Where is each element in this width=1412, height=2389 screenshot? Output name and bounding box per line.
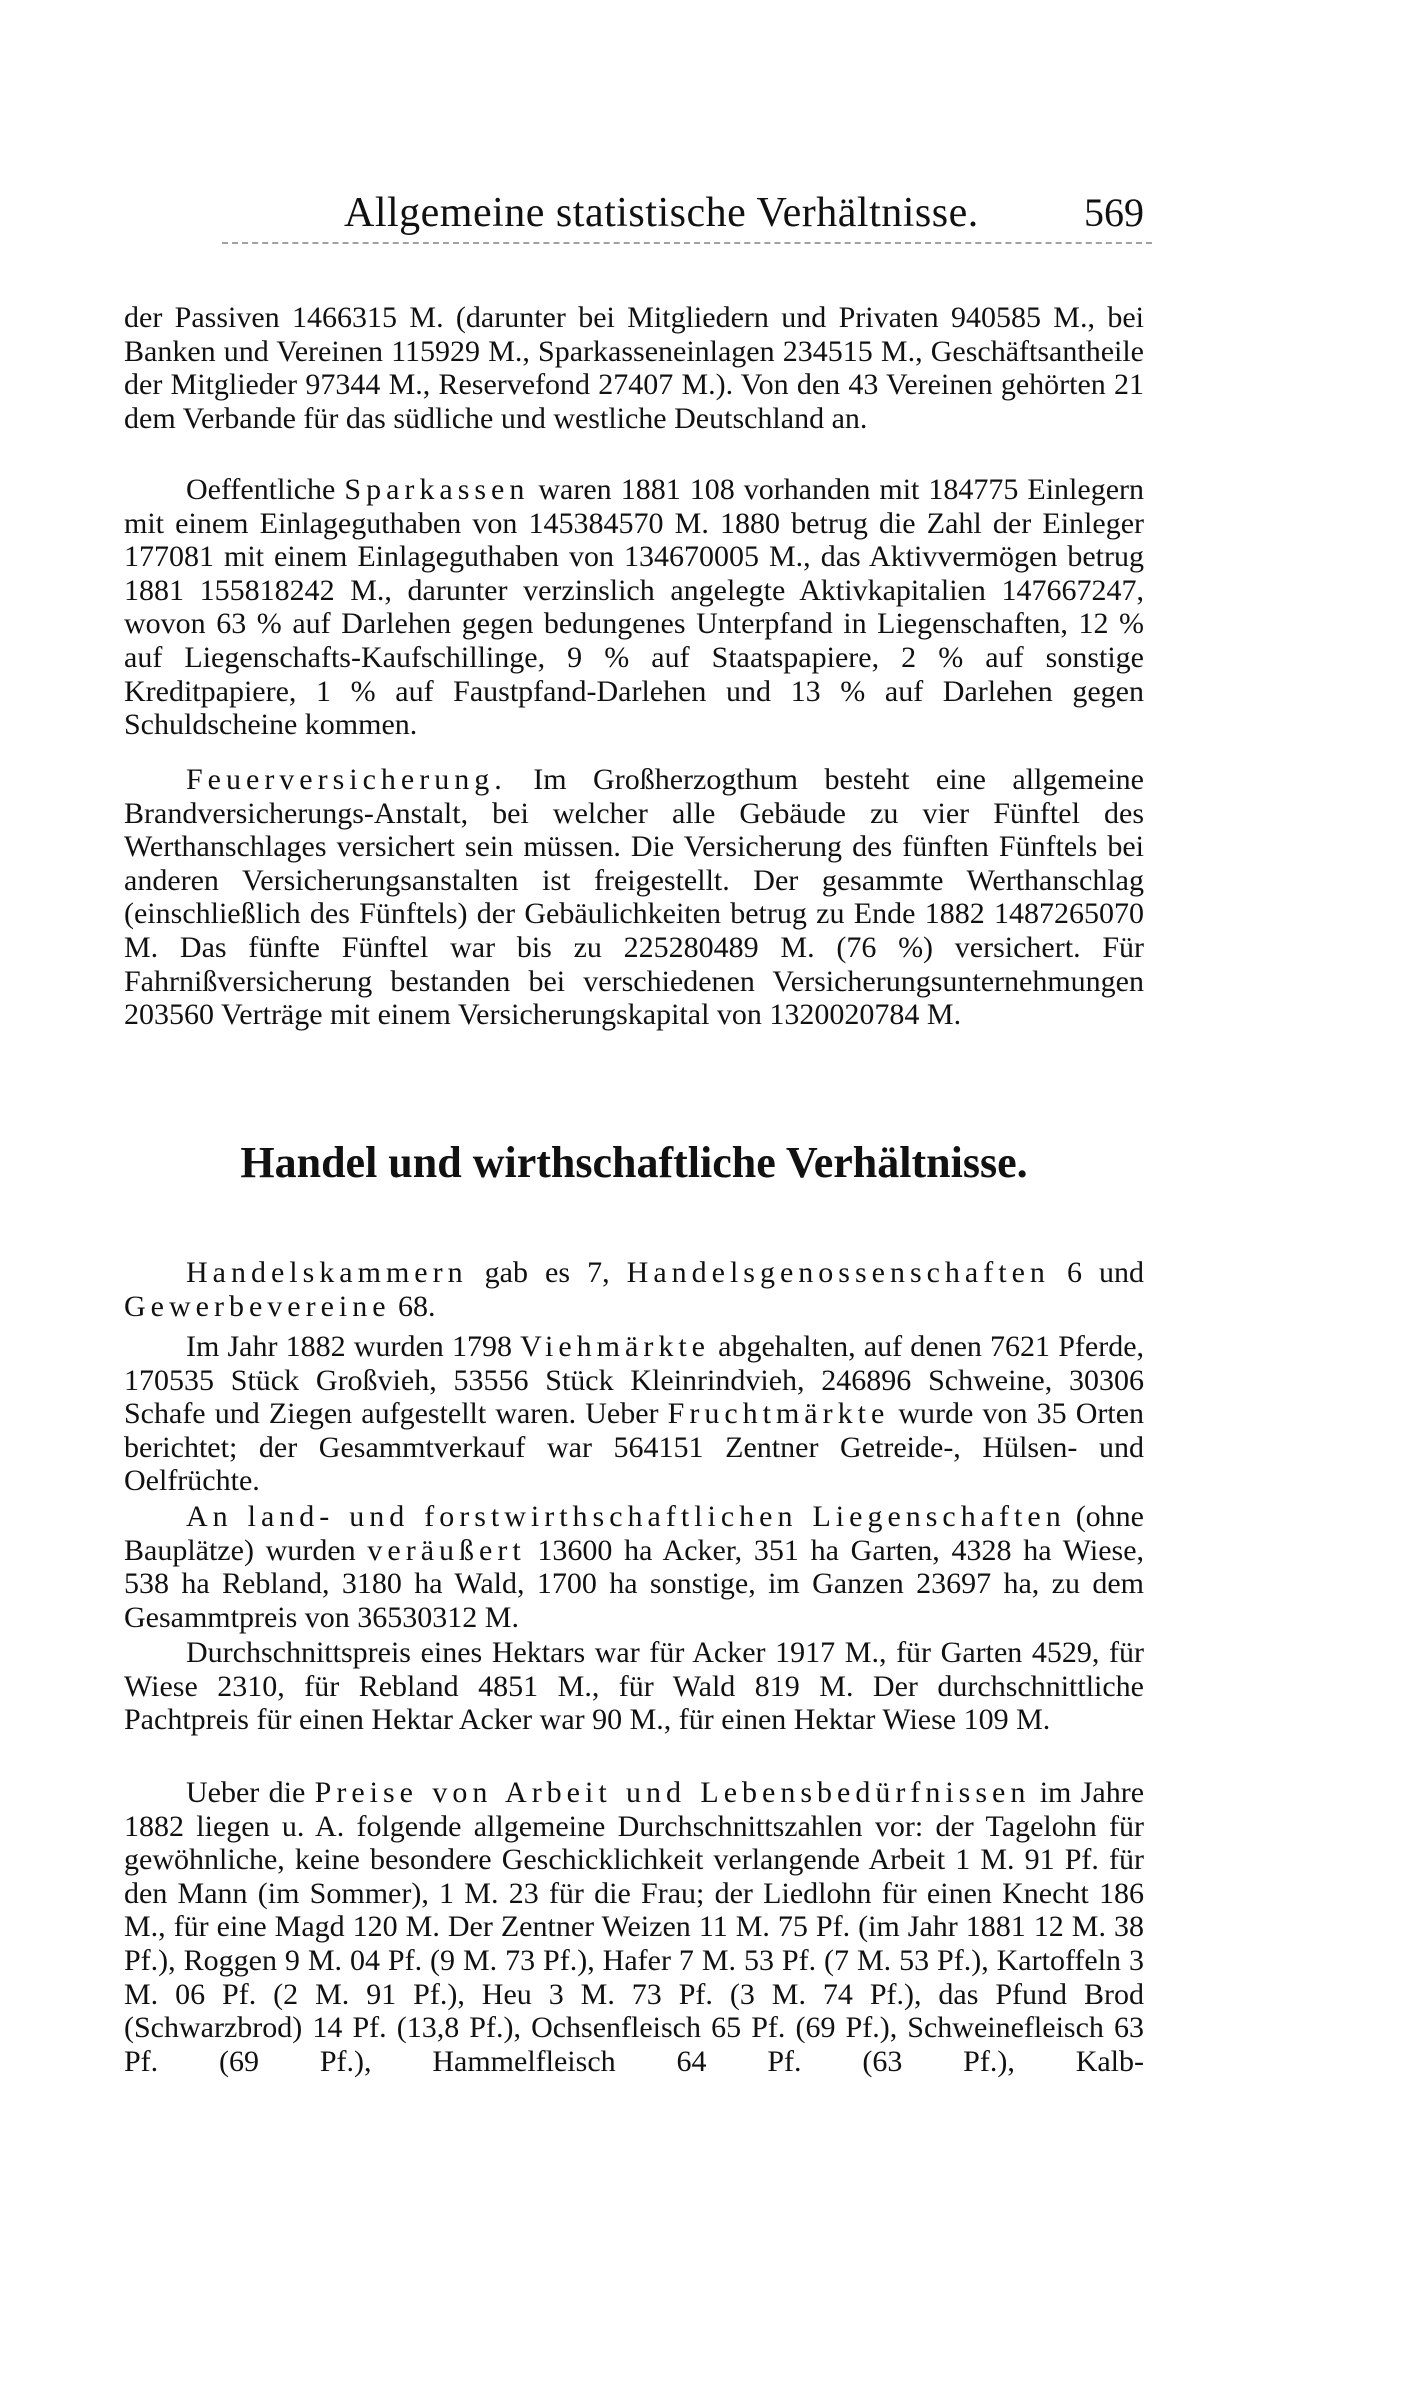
spaced-term: Handelsgenossenschaften — [626, 1256, 1050, 1289]
text: abgehalten, auf denen 7621 Pferde, 170535 Stück Großvieh, 53556 Stück Kleinrindvieh, 246896 Schweine, 30306 Schafe und Ziegen aufgestellt waren. Ueber — [124, 1330, 1145, 1431]
paragraph-handelskammern — [124, 1256, 1144, 1323]
running-title: Allgemeine statistische Verhältnisse. — [344, 190, 979, 236]
paragraph-liegenschaften — [124, 1500, 1144, 1634]
spaced-term: Handelskammern — [186, 1256, 468, 1289]
text: waren 1881 108 vorhanden mit 184775 Einlegern mit einem Einlageguthaben von 145384570 M. 1880 betrug die Zahl der Einleger 177081 mit einem Einlageguthaben von 134670005 M., das Aktivvermögen betrug 1881 155818242 M., darunter verzinslich angelegte Aktivkapitalien 147667247, wovon 63 % auf Darlehen gegen bedungenes Unterpfand in Liegenschaften, 12 % auf Liegenschafts-Kaufschillinge, 9 % auf Staatspapiere, 2 % auf sonstige Kreditpapiere, 1 % auf Faustpfand-Darlehen und 13 % auf Darlehen gegen Schuldscheine kommen. — [124, 473, 1145, 742]
spaced-term: Viehmärkte — [520, 1330, 710, 1363]
text: im Jahre 1882 liegen u. A. folgende allgemeine Durchschnittszahlen vor: der Tagelohn für gewöhnliche, keine besondere Geschicklichkeit verlangende Arbeit 1 M. 91 Pf. für den Mann (im Sommer), 1 M. 23 für die Frau; der Liedlohn für einen Knecht 186 M., für eine Magd 120 M. Der Zentner Weizen 11 M. 75 Pf. (im Jahr 1881 12 M. 38 Pf.), Roggen 9 M. 04 Pf. (9 M. 73 Pf.), Hafer 7 M. 53 Pf. (7 M. 53 Pf.), Kartoffeln 3 M. 06 Pf. (2 M. 91 Pf.), Heu 3 M. 73 Pf. (3 M. 74 Pf.), das Pfund Brod (Schwarzbrod) 14 Pf. (13,8 Pf.), Ochsenfleisch 65 Pf. (69 Pf.), Schweinefleisch 63 Pf. (69 Pf.), Hammelfleisch 64 Pf. (63 Pf.), Kalb- — [124, 1776, 1145, 2078]
text: Ueber die — [186, 1776, 306, 1809]
text: Oeffentliche — [186, 473, 336, 506]
spaced-term: Gewerbevereine — [124, 1289, 391, 1323]
spaced-term: Fruchtmärkte — [667, 1397, 890, 1431]
spaced-term: An land- und forstwirthschaftlichen Liegenschaften — [186, 1500, 1066, 1533]
running-header — [124, 188, 1144, 238]
paragraph-durchschnittspreis: Durchschnittspreis eines Hektars war für Acker 1917 M., für Garten 4529, für Wiese 2310, für Rebland 4851 M., für Wald 819 M. Der durchschnittliche Pachtpreis für einen Hektar Acker war 90 M., für einen Hektar Wiese 109 M. — [124, 1636, 1144, 1737]
text: Im Jahr 1882 wurden 1798 — [186, 1330, 512, 1363]
text: (ohne Bauplätze) wurden — [124, 1500, 1144, 1567]
text: 6 und — [1066, 1256, 1145, 1289]
paragraph-sparkassen — [124, 473, 1144, 742]
spaced-term: veräußert — [367, 1533, 526, 1567]
spaced-term: Feuerversicherung. — [186, 763, 507, 796]
paragraph-genossenschaften-continued: der Passiven 1466315 M. (darunter bei Mitgliedern und Privaten 940585 M., bei Banken und Vereinen 115929 M., Sparkasseneinlagen 234515 M., Geschäftsantheile der Mitglieder 97344 M., Reservefond 27407 M.). Von den 43 Vereinen gehörten 21 dem Verbande für das südliche und westliche Deutschland an. — [124, 301, 1144, 435]
page-number: 569 — [1084, 190, 1144, 235]
text: gab es 7, — [484, 1256, 610, 1289]
paragraph-maerkte — [124, 1330, 1144, 1498]
text: Im Großherzogthum besteht eine allgemeine Brandversicherungs-Anstalt, bei welcher alle Gebäude zu vier Fünftel des Werthanschlages versichert sein müssen. Die Versicherung des fünften Fünftels bei anderen Versicherungsanstalten ist freigestellt. Der gesammte Werthanschlag (einschließlich des Fünftels) der Gebäulichkeiten betrug zu Ende 1882 1487265070 M. Das fünfte Fünftel war bis zu 225280489 M. (76 %) versichert. Für Fahrnißversicherung bestanden bei verschiedenen Versicherungsunternehmungen 203560 Verträge mit einem Versicherungskapital von 1320020784 M. — [124, 763, 1144, 1032]
section-heading: Handel und wirthschaftliche Verhältnisse. — [240, 1138, 1028, 1187]
text: 68. — [398, 1289, 436, 1323]
paragraph-preise — [124, 1776, 1144, 2078]
spaced-term: Sparkassen — [344, 473, 530, 506]
paragraph-feuerversicherung — [124, 763, 1144, 1032]
spaced-term: Preise von Arbeit und Lebensbedürfnissen — [314, 1776, 1031, 1809]
text: wurde von 35 Orten berichtet; der Gesammtverkauf war 564151 Zentner Getreide-, Hülsen- und Oelfrüchte. — [124, 1397, 1145, 1498]
header-rule — [222, 242, 1152, 244]
text: 13600 ha Acker, 351 ha Garten, 4328 ha Wiese, 538 ha Rebland, 3180 ha Wald, 1700 ha sonstige, im Ganzen 23697 ha, zu dem Gesammtpreis von 36530312 M. — [124, 1533, 1145, 1634]
